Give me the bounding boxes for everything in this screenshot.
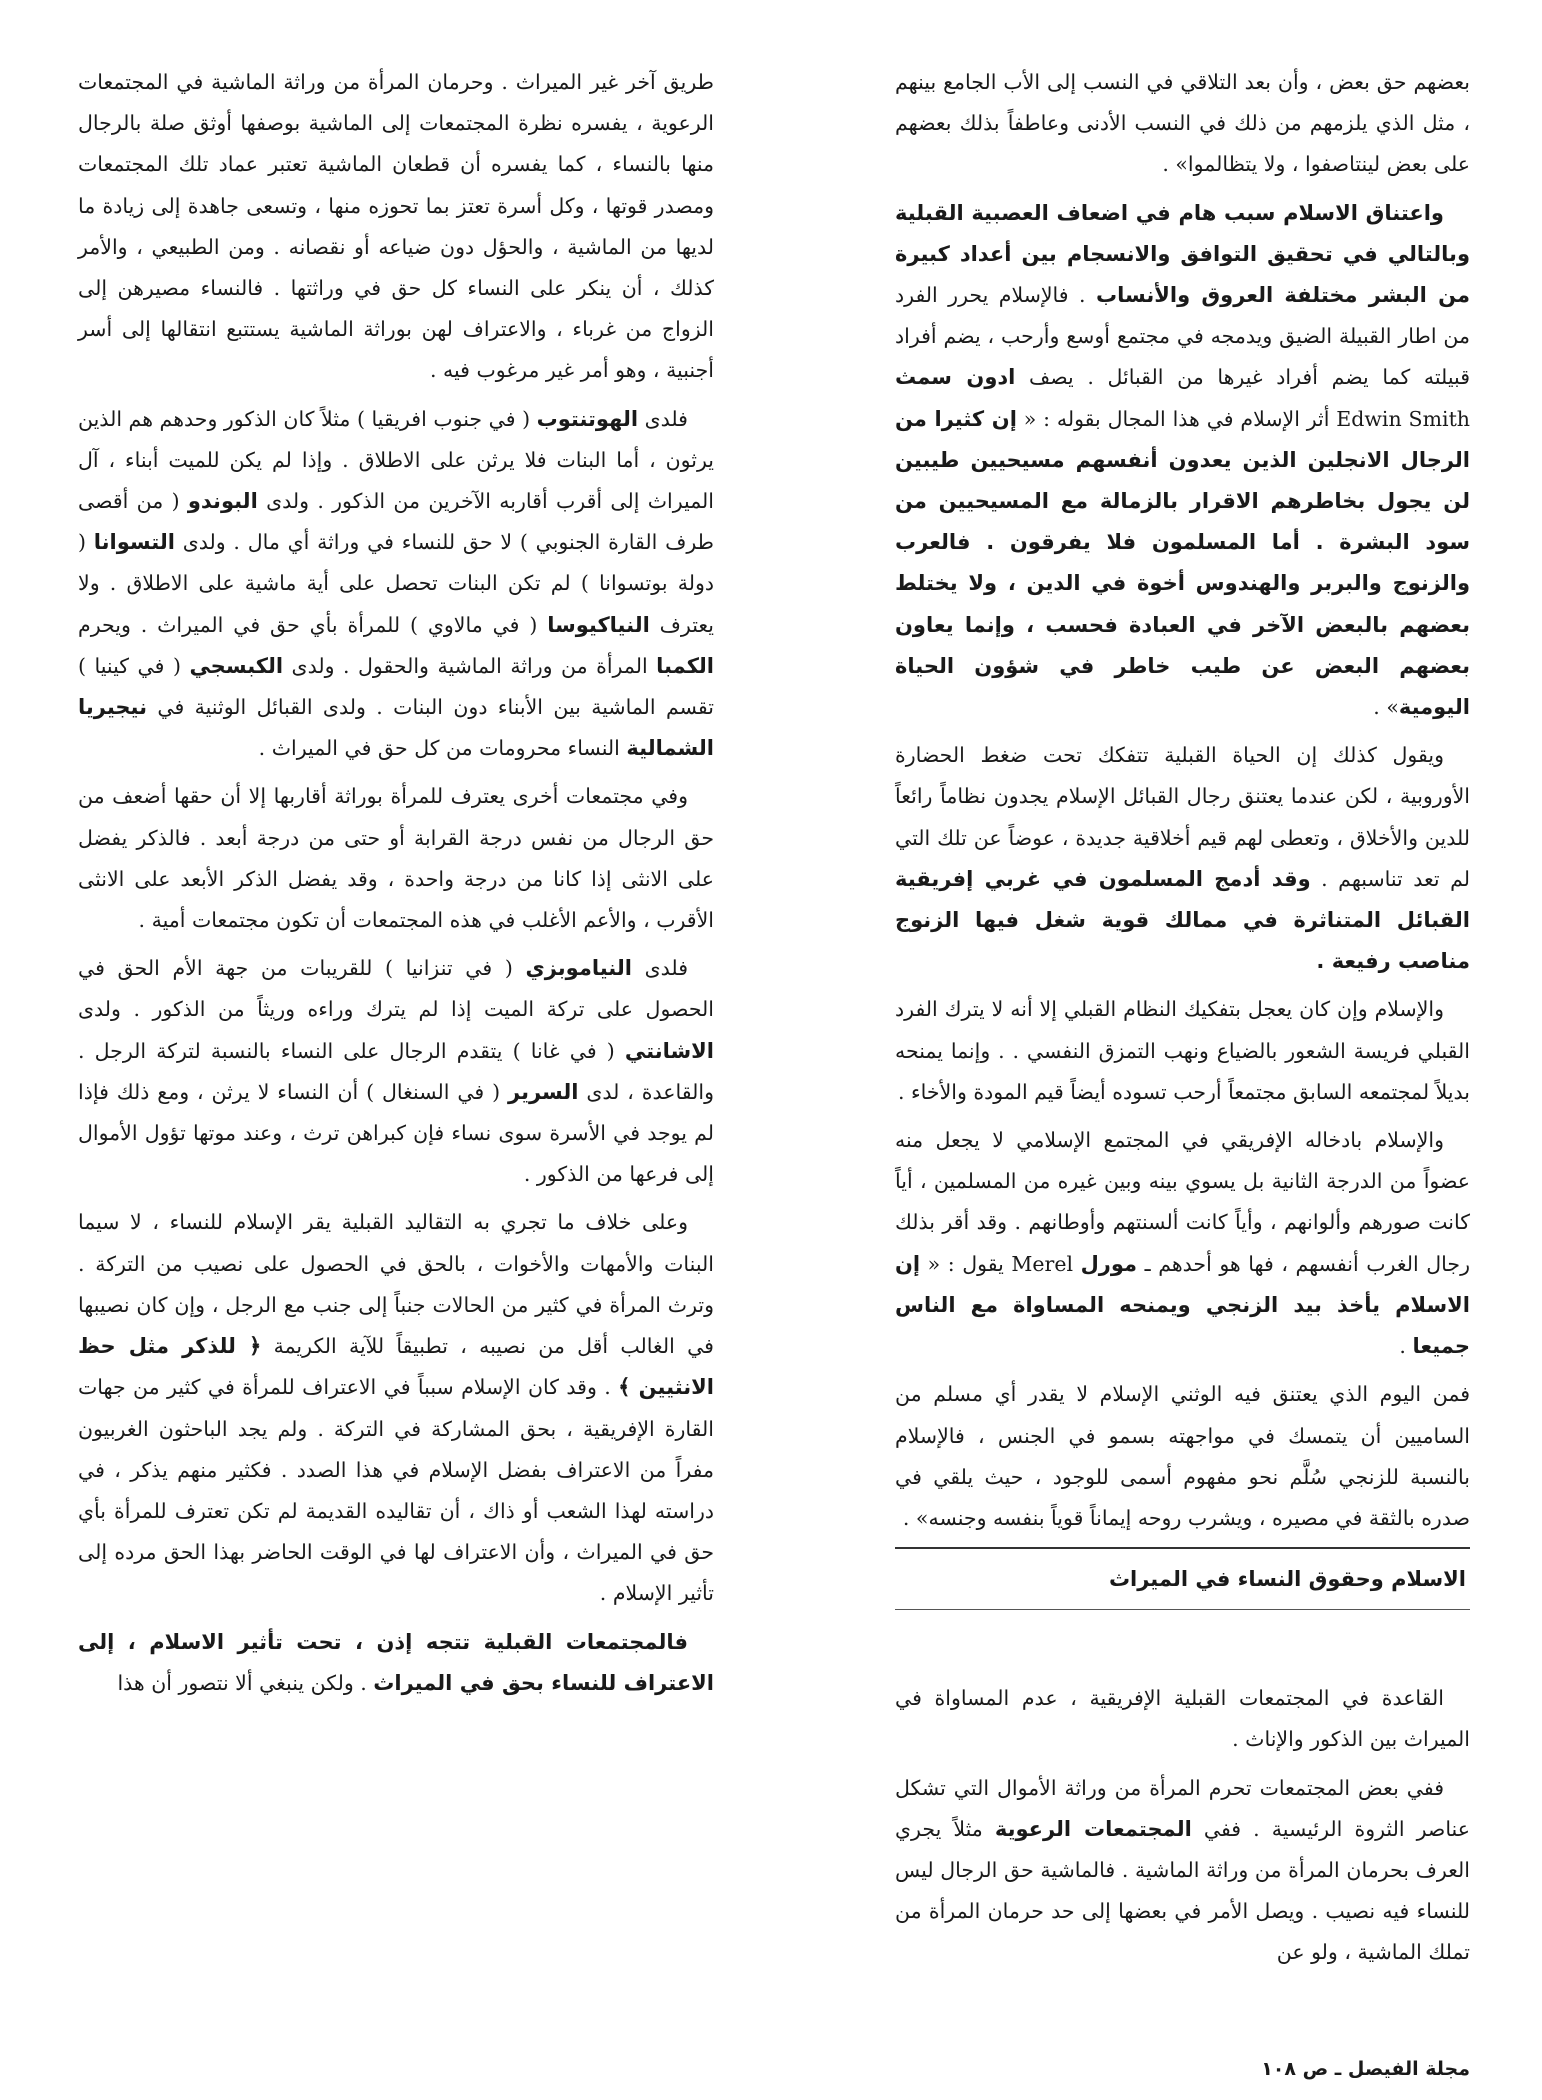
- author-name: ادون سمث: [895, 365, 1016, 390]
- region-name: نيجيريا الشمالية: [78, 695, 714, 761]
- paragraph: بعضهم حق بعض ، وأن بعد التلاقي في النسب إلى الأب الجامع بينهم ، مثل الذي يلزمهم من ذلك في النسب الأدنى وعاطفاً بذلك بعضهم على بعض لينتاصفوا ، ولا يتظالموا» .: [895, 70, 1470, 177]
- tribe-name: النياموبزي: [525, 956, 632, 981]
- bold-conclusion: فالمجتمعات القبلية تتجه إذن ، تحت تأثير الاسلام ، إلى الاعتراف للنساء بحق في الميراث: [78, 1629, 714, 1695]
- paragraph: والإسلام بادخاله الإفريقي في المجتمع الإسلامي لا يجعل منه عضواً من الدرجة الثانية بل يسوي بينه وبين غيره من المسلمين ، أياً كانت صورهم وألوانهم ، وأياً كانت ألسنتهم وأوطانهم . وقد أقر بذلك رجال الغرب أنفسهم ، فها هو أحدهم ـ مورل Merel يقول : « إن الاسلام يأخذ بيد الزنجي ويمنحه المساواة مع الناس جميعا .: [895, 1128, 1470, 1359]
- paragraph: وعلى خلاف ما تجري به التقاليد القبلية يقر الإسلام للنساء ، لا سيما البنات والأمهات والأخوات ، بالحق في الحصول على نصيب من التركة . وترث المرأة في كثير من الحالات جنباً إلى جنب مع الرجل ، وإن كان نصيبها في الغالب أقل من نصيبه ، تطبيقاً للآية الكريمة ﴿ للذكر مثل حظ الانثيين ﴾ . وقد كان الإسلام سبباً في الاعتراف للمرأة في كثير من جهات القارة الإفريقية ، بحق المشاركة في التركة . ولم يجد الباحثون الغربيون مفراً من الاعتراف بفضل الإسلام في هذا الصدد . فكثير منهم يذكر ، في دراسته لهذا الشعب أو ذاك ، أن تقاليده القديمة لم تكن تعترف للمرأة بأي حق في الميراث ، وأن الاعتراف لها في الوقت الحاضر بهذا الحق مرده إلى تأثير الإسلام .: [78, 1210, 714, 1606]
- paragraph: فالمجتمعات القبلية تتجه إذن ، تحت تأثير الاسلام ، إلى الاعتراف للنساء بحق في الميراث . ولكن ينبغي ألا نتصور أن هذا: [78, 1629, 714, 1695]
- quote-bold: إن الاسلام يأخذ بيد الزنجي ويمنحه المساواة مع الناس جميعا: [895, 1251, 1470, 1359]
- tribe-name: الكمبا: [656, 653, 714, 678]
- paragraph: وفي مجتمعات أخرى يعترف للمرأة بوراثة أقاربها إلا أن حقها أضعف من حق الرجال من نفس درجة القرابة أو حتى من درجة أبعد . فالذكر يفضل على الانثى إذا كانا من درجة واحدة ، وقد يفضل الذكر الأبعد على الانثى الأقرب ، والأعم الأغلب في هذه المجتمعات أن تكون مجتمعات أمية .: [78, 784, 714, 933]
- tribe-name: التسوانا: [93, 530, 175, 555]
- tribe-name: البوندو: [187, 489, 258, 514]
- paragraph: طريق آخر غير الميراث . وحرمان المرأة من وراثة الماشية في المجتمعات الرعوية ، يفسره نظرة المجتمعات إلى الماشية بوصفها أوثق صلة بالرجال منها بالنساء ، كما يفسره أن قطعان الماشية تعتبر عماد تلك المجتمعات ومصدر قوتها ، وكل أسرة تعتز بما تحوزه منها ، وتسعى جاهدة إلى زيادة ما لديها من الماشية ، والحؤل دون ضياعه أو نقصانه . ومن الطبيعي ، والأمر كذلك ، أن ينكر على النساء كل حق في وراثتها . فالنساء مصيرهن إلى الزواج من غرباء ، والاعتراف لهن بوراثة الماشية يستتبع انتقالها إلى أسر أجنبية ، وهو أمر غير مرغوب فيه .: [78, 70, 714, 383]
- tribe-name: النياكيوسا: [547, 612, 650, 637]
- tribe-name: الكبسجي: [189, 653, 284, 678]
- paragraph: واعتناق الاسلام سبب هام في اضعاف العصبية القبلية وبالتالي في تحقيق التوافق والانسجام بين أعداد كبيرة من البشر مختلفة العروق والأنساب . فالإسلام يحرر الفرد من اطار القبيلة الضيق ويدمجه في مجتمع أوسع وأرحب ، يضم أفراد قبيلته كما يضم أفراد غيرها من القبائل . يصف ادون سمث Edwin Smith أثر الإسلام في هذا المجال بقوله : « إن كثيرا من الرجال الانجلين الذين يعدون أنفسهم مسيحيين طيبين لن يجول بخاطرهم الاقرار بالزمالة مع المسيحيين من سود البشرة . أما المسلمون فلا يفرقون . فالعرب والزنوج والبربر والهندوس أخوة في الدين ، ولا يختلط بعضهم بالبعض الآخر في العبادة فحسب ، وإنما يعاون بعضهم البعض عن طيب خاطر في شؤون الحياة اليومية» .: [895, 200, 1471, 720]
- bold-term: المجتمعات الرعوية: [994, 1816, 1192, 1841]
- left-column: [78, 62, 714, 1711]
- author-name: مورل: [1080, 1251, 1138, 1276]
- section-divider: [895, 1609, 1470, 1610]
- tribe-name: الهوتنتوب: [536, 406, 639, 431]
- paragraph: فلدى الهوتنتوب ( في جنوب افريقيا ) مثلاً كان الذكور وحدهم هم الذين يرثون ، أما البنات فلا يرثن على الاطلاق . وإذا لم يكن للميت أبناء ، آل الميراث إلى أقرب أقاربه الآخرين من الذكور . ولدى البوندو ( من أقصى طرف القارة الجنوبي ) لا حق للنساء في وراثة أي مال . ولدى التسوانا ( دولة بوتسوانا ) لم تكن البنات تحصل على أية ماشية على الاطلاق . ولا يعترف النياكيوسا ( في مالاوي ) للمرأة بأي حق في الميراث . ويحرم الكمبا المرأة من وراثة الماشية والحقول . ولدى الكبسجي ( في كينيا ) تقسم الماشية بين الأبناء دون البنات . ولدى القبائل الوثنية في نيجيريا الشمالية النساء محرومات من كل حق في الميراث .: [78, 406, 715, 761]
- bold-sentence: وقد أدمج المسلمون في غربي إفريقية القبائل المتناثرة في ممالك قوية شغل فيها الزنوج مناصب رفيعة .: [895, 866, 1470, 974]
- section-heading: الاسلام وحقوق النساء في الميراث: [1108, 1567, 1466, 1592]
- bold-thesis: واعتناق الاسلام سبب هام في اضعاف العصبية القبلية وبالتالي في تحقيق التوافق والانسجام بين أعداد كبيرة من البشر مختلفة العروق والأنساب: [895, 200, 1470, 308]
- quote-bold: إن كثيرا من الرجال الانجلين الذين يعدون أنفسهم مسيحيين طيبين لن يجول بخاطرهم الاقرار بالزمالة مع المسيحيين من سود البشرة . أما المسلمون فلا يفرقون . فالعرب والزنوج والبربر والهندوس أخوة في الدين ، ولا يختلط بعضهم بالبعض الآخر في العبادة فحسب ، وإنما يعاون بعضهم البعض عن طيب خاطر في شؤون الحياة اليومية: [895, 406, 1470, 720]
- quran-verse: ﴿ للذكر مثل حظ الانثيين ﴾: [78, 1334, 714, 1400]
- paragraph: ويقول كذلك إن الحياة القبلية تتفكك تحت ضغط الحضارة الأوروبية ، لكن عندما يعتنق رجال القبائل الإسلام يجدون نظاماً رائعاً للدين والأخلاق ، وتعطى لهم قيم أخلاقية جديدة ، عوضاً عن تلك التي لم تعد تناسبهم . وقد أدمج المسلمون في غربي إفريقية القبائل المتناثرة في ممالك قوية شغل فيها الزنوج مناصب رفيعة .: [895, 743, 1471, 974]
- tribe-name: السرير: [508, 1079, 579, 1104]
- tribe-name: الاشانتي: [624, 1038, 714, 1063]
- paragraph: فلدى النياموبزي ( في تنزانيا ) للقريبات من جهة الأم الحق في الحصول على تركة الميت إذا لم يترك وراءه وريثاً من الذكور . ولدى الاشانتي ( في غانا ) يتقدم الرجال على النساء بالنسبة لتركة الرجل . والقاعدة ، لدى السرير ( في السنغال ) أن النساء لا يرثن ، ومع ذلك فإذا لم يوجد في الأسرة سوى نساء فإن كبراهن ترث ، وعند موتها تؤول الأموال إلى فرعها من الذكور .: [78, 956, 714, 1187]
- paragraph: القاعدة في المجتمعات القبلية الإفريقية ، عدم المساواة في الميراث بين الذكور والإناث .: [895, 1686, 1470, 1752]
- right-column: [895, 62, 1470, 1981]
- paragraph: فمن اليوم الذي يعتنق فيه الوثني الإسلام لا يقدر أي مسلم من الساميين أن يتمسك في مواجهته بسمو في الجنس ، فالإسلام بالنسبة للزنجي سُلَّم نحو مفهوم أسمى للوجود ، حيث يلقي في صدره بالثقة في مصيره ، ويشرب روحه إيماناً قوياً بنفسه وجنسه» .: [895, 1382, 1470, 1530]
- page-footer: مجلة الفيصل ـ ص ١٠٨: [1261, 2058, 1470, 2080]
- paragraph: والإسلام وإن كان يعجل بتفكيك النظام القبلي إلا أنه لا يترك الفرد القبلي فريسة الشعور بالضياع ونهب التمزق النفسي . . وإنما يمنحه بديلاً لمجتمعه السابق مجتمعاً أرحب تسوده أيضاً قيم المودة والأخاء .: [895, 997, 1470, 1104]
- paragraph: ففي بعض المجتمعات تحرم المرأة من وراثة الأموال التي تشكل عناصر الثروة الرئيسية . ففي المجتمعات الرعوية مثلاً يجري العرف بحرمان المرأة من وراثة الماشية . فالماشية حق الرجال ليس للنساء فيه نصيب . ويصل الأمر في بعضها إلى حد حرمان المرأة من تملك الماشية ، ولو عن: [895, 1775, 1470, 1965]
